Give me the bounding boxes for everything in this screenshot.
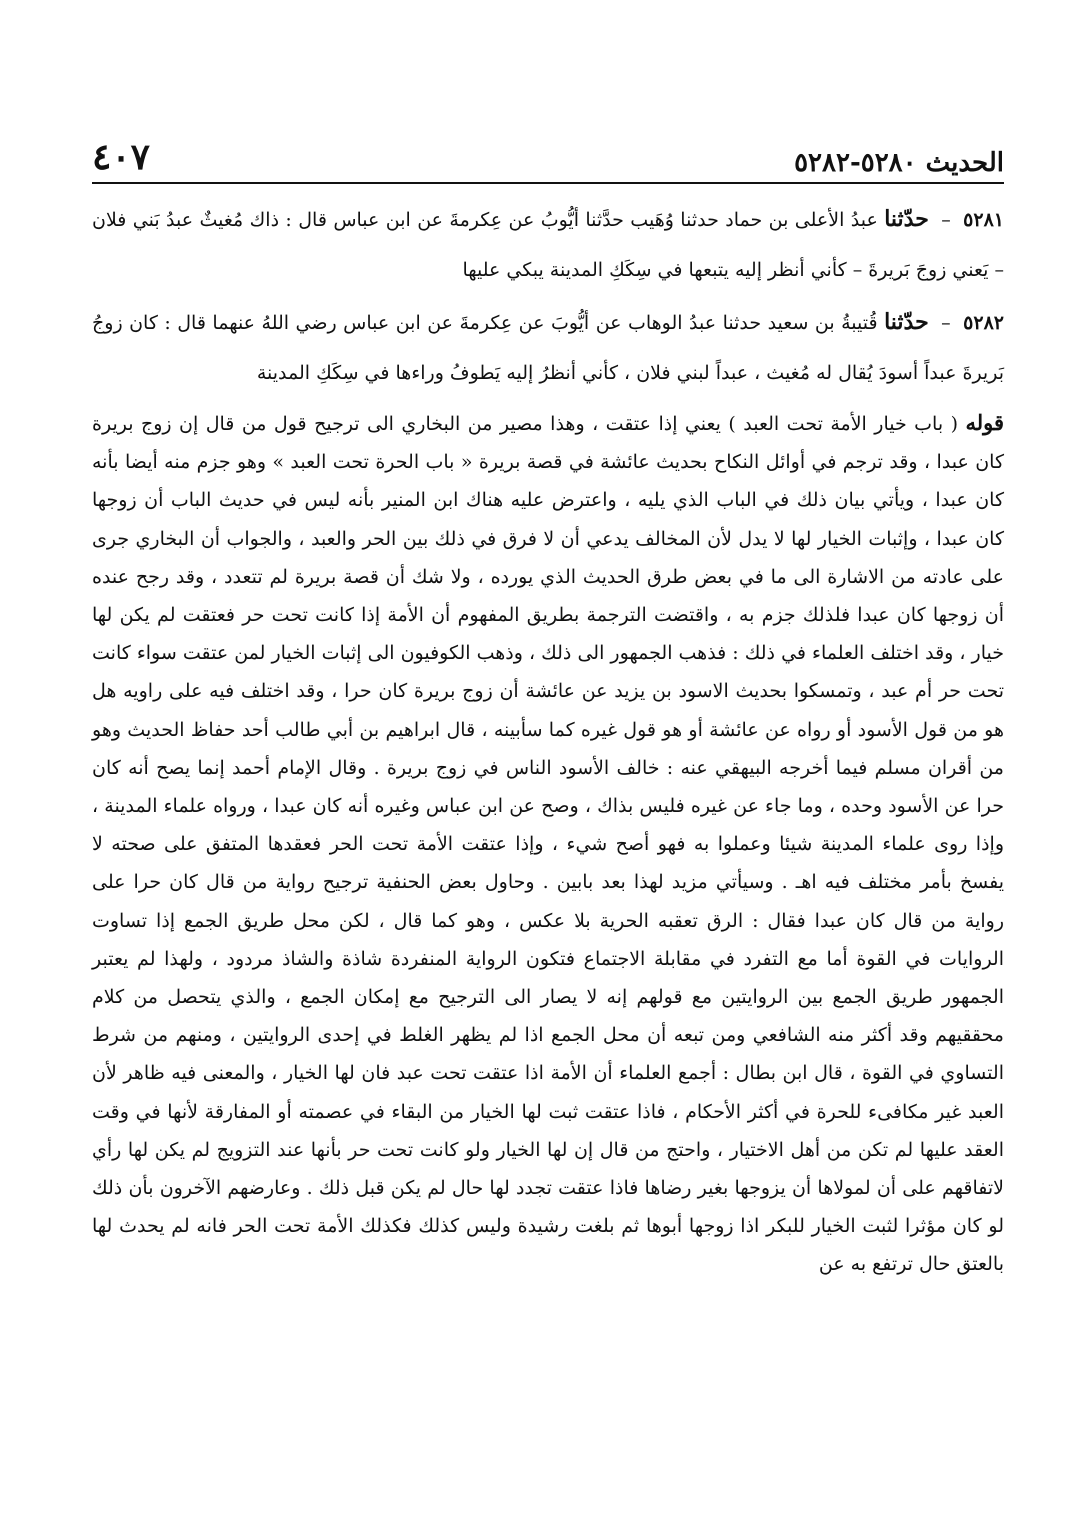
- hadith-entry: [92, 194, 1004, 295]
- commentary-text: ( باب خيار الأمة تحت العبد ) يعني إذا عتقت ، وهذا مصير من البخاري الى ترجيح قول من قال إن زوج بريرة كان عبدا ، وقد ترجم في أوائل النكاح بحديث عائشة في قصة بريرة « باب الحرة تحت العبد » وهو جزم منه أيضا بأنه كان عبدا ، ويأتي بيان ذلك في الباب الذي يليه ، واعترض عليه هناك ابن المنير بأنه ليس في حديث الباب أن زوجها كان عبدا ، وإثبات الخيار لها لا يدل لأن المخالف يدعي أن لا فرق في ذلك بين الحر والعبد ، والجواب أن البخاري جرى على عادته من الاشارة الى ما في بعض طرق الحديث الذي يورده ، ولا شك أن قصة بريرة لم تتعدد ، وقد رجح عنده أن زوجها كان عبدا فلذلك جزم به ، واقتضت الترجمة بطريق المفهوم أن الأمة إذا كانت تحت حر فعتقت لم يكن لها خيار ، وقد اختلف العلماء في ذلك : فذهب الجمهور الى ذلك ، وذهب الكوفيون الى إثبات الخيار لمن عتقت سواء كانت تحت حر أم عبد ، وتمسكوا بحديث الاسود بن يزيد عن عائشة أن زوج بريرة كان حرا ، وقد اختلف فيه على راويه هل هو من قول الأسود أو رواه عن عائشة أو هو قول غيره كما سأبينه ، قال ابراهيم بن أبي طالب أحد حفاظ الحديث وهو من أقران مسلم فيما أخرجه البيهقي عنه : خالف الأسود الناس في زوج بريرة . وقال الإمام أحمد إنما يصح أنه كان حرا عن الأسود وحده ، وما جاء عن غيره فليس بذاك ، وصح عن ابن عباس وغيره أنه كان عبدا ، ورواه علماء المدينة ، وإذا روى علماء المدينة شيئا وعملوا به فهو أصح شيء ، وإذا عتقت الأمة تحت الحر فعقدها المتفق على صحته لا يفسخ بأمر مختلف فيه اهـ . وسيأتي مزيد لهذا بعد بابين . وحاول بعض الحنفية ترجيح رواية من قال كان حرا على رواية من قال كان عبدا فقال : الرق تعقبه الحرية بلا عكس ، وهو كما قال ، لكن محل طريق الجمع إذا تساوت الروايات في القوة أما مع التفرد في مقابلة الاجتماع فتكون الرواية المنفردة شاذة والشاذ مردود ، ولهذا لم يعتبر الجمهور طريق الجمع بين الروايتين مع قولهم إنه لا يصار الى الترجيح مع إمكان الجمع ، والذي يتحصل من كلام محققيهم وقد أكثر منه الشافعي ومن تبعه أن محل الجمع اذا لم يظهر الغلط في إحدى الروايتين ، ومنهم من شرط التساوي في القوة ، قال ابن بطال : أجمع العلماء أن الأمة اذا عتقت تحت عبد فان لها الخيار ، والمعنى فيه ظاهر لأن العبد غير مكافىء للحرة في أكثر الأحكام ، فاذا عتقت ثبت لها الخيار من البقاء في عصمته أو المفارقة لأنها في وقت العقد عليها لم تكن من أهل الاختيار ، واحتج من قال إن لها الخيار ولو كانت تحت حر بأنها عند التزويج لم يكن لها رأي لاتفاقهم على أن لمولاها أن يزوجها بغير رضاها فاذا عتقت تجدد لها حال لم يكن قبل ذلك . وعارضهم الآخرون بأن ذلك لو كان مؤثرا لثبت الخيار للبكر اذا زوجها أبوها ثم بلغت رشيدة وليس كذلك فكذلك الأمة تحت الحر فانه لم يحدث لها بالعتق حال ترتفع به عن: [92, 413, 1004, 1276]
- hadith-lead: حدّثنا: [884, 309, 929, 335]
- page-header: [92, 120, 1004, 184]
- hadith-number: ٥٢٨١: [963, 209, 1004, 231]
- hadith-text: عبدُ الأعلى بن حماد حدثنا وُهَيب حدَّثنا أيُّوبُ عن عِكرمةَ عن ابن عباس قال : ذاك مُغيثٌ عبدُ بَني فلان – يَعني زوجَ بَريرةَ – كأني أنظر إليه يتبعها في سِكَكِ المدينة يبكي عليها: [92, 209, 1004, 281]
- page: [92, 120, 1004, 1520]
- hadith-entry: [92, 297, 1004, 398]
- hadith-separator: –: [941, 209, 951, 231]
- commentary-paragraph: [92, 404, 1004, 1284]
- hadith-separator: –: [941, 312, 951, 334]
- hadith-lead: حدّثنا: [884, 206, 929, 232]
- page-number: ٤٠٧: [92, 136, 151, 178]
- commentary-lead: قوله: [965, 410, 1005, 435]
- hadith-text: قُتيبةُ بن سعيد حدثنا عبدُ الوهاب عن أيُّوبَ عن عِكرمةَ عن ابن عباس رضي اللهُ عنهما قال : كان زوجُ بَريرةَ عبداً أسودَ يُقال له مُغيث ، عبداً لبني فلان ، كأني أنظرُ إليه يَطوفُ وراءها في سِكَكِ المدينة: [92, 312, 1004, 384]
- running-head: الحديث ٥٢٨٠-٥٢٨٢: [794, 148, 1004, 178]
- hadith-number: ٥٢٨٢: [963, 312, 1004, 334]
